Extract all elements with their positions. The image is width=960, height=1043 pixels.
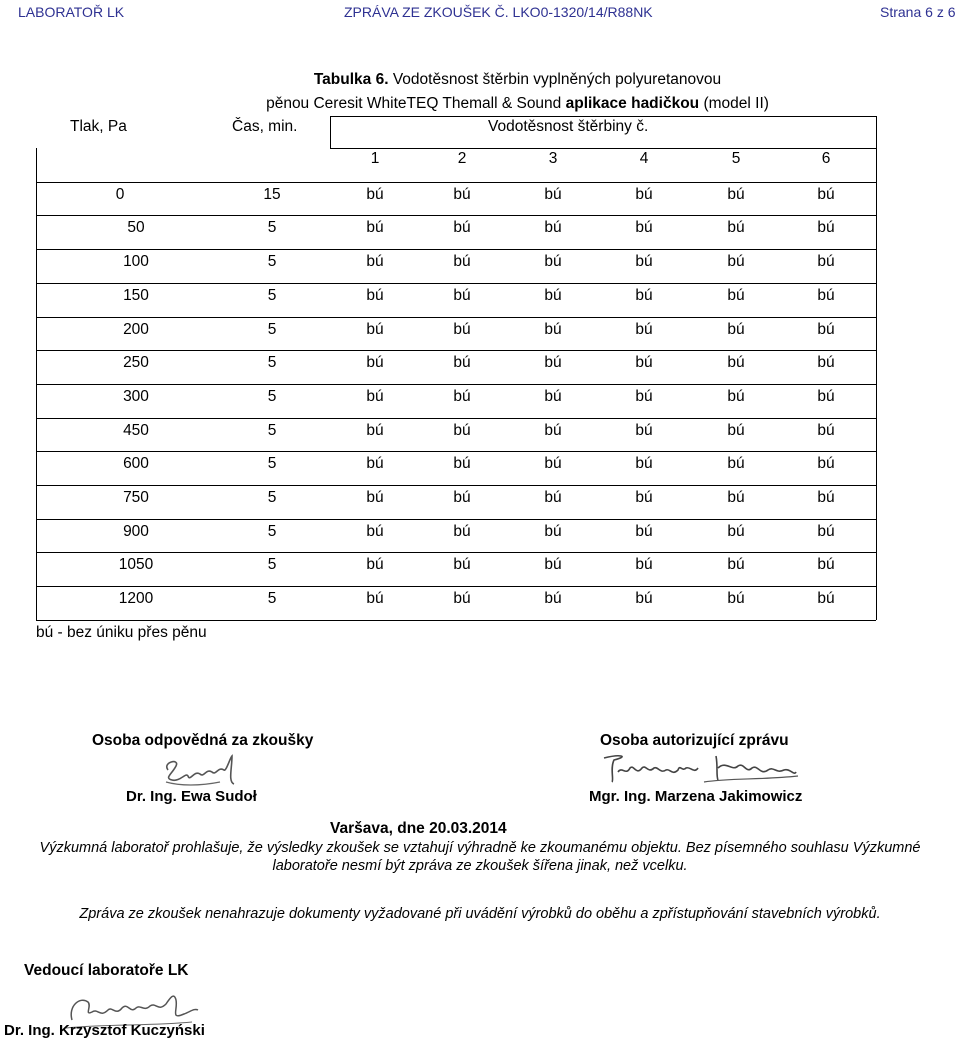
result-cell: bú	[817, 556, 835, 573]
responsible-person-name: Dr. Ing. Ewa Sudoł	[126, 788, 257, 805]
grid-line	[36, 620, 876, 621]
time-cell: 5	[267, 590, 277, 607]
pressure-cell: 450	[123, 422, 149, 439]
result-cell: bú	[635, 287, 653, 304]
pressure-cell: 100	[123, 253, 149, 270]
result-cell: bú	[544, 186, 562, 203]
column-header-time: Čas, min.	[232, 118, 298, 135]
grid-line	[330, 116, 331, 148]
grid-line	[36, 519, 876, 520]
result-cell: bú	[453, 422, 471, 439]
result-cell: bú	[366, 287, 384, 304]
grid-line	[36, 418, 876, 419]
result-cell: bú	[453, 287, 471, 304]
result-cell: bú	[635, 455, 653, 472]
time-cell: 5	[267, 321, 277, 338]
result-cell: bú	[817, 219, 835, 236]
result-cell: bú	[635, 354, 653, 371]
pressure-cell: 1200	[118, 590, 154, 607]
result-cell: bú	[453, 321, 471, 338]
result-cell: bú	[544, 388, 562, 405]
time-cell: 5	[267, 523, 277, 540]
result-cell: bú	[727, 321, 745, 338]
result-cell: bú	[817, 422, 835, 439]
result-cell: bú	[544, 287, 562, 304]
result-cell: bú	[453, 556, 471, 573]
result-cell: bú	[817, 489, 835, 506]
table-footnote: bú - bez úniku přes pěnu	[36, 624, 207, 641]
report-number-header: ZPRÁVA ZE ZKOUŠEK Č. LKO0-1320/14/R88NK	[344, 4, 653, 20]
result-cell: bú	[635, 321, 653, 338]
time-cell: 5	[267, 253, 277, 270]
result-cell: bú	[544, 455, 562, 472]
result-cell: bú	[366, 219, 384, 236]
table-caption-line1	[0, 71, 960, 89]
result-cell: bú	[817, 388, 835, 405]
result-cell: bú	[453, 219, 471, 236]
place-and-date: Varšava, dne 20.03.2014	[330, 820, 507, 837]
grid-line	[36, 384, 876, 385]
notice-text: Zpráva ze zkoušek nenahrazuje dokumenty vyžadované při uvádění výrobků do oběhu a zpřístupňování stavebních výrobků.	[79, 906, 881, 922]
result-cell: bú	[544, 590, 562, 607]
result-cell: bú	[727, 354, 745, 371]
result-cell: bú	[366, 523, 384, 540]
table-caption-label: Tabulka 6.	[313, 71, 389, 88]
grid-line	[36, 215, 876, 216]
result-cell: bú	[635, 253, 653, 270]
grid-line	[36, 350, 876, 351]
result-cell: bú	[453, 388, 471, 405]
column-header-tightness: Vodotěsnost štěrbiny č.	[488, 118, 649, 135]
result-cell: bú	[366, 388, 384, 405]
result-cell: bú	[366, 354, 384, 371]
result-cell: bú	[366, 186, 384, 203]
caption-text-start: pěnou Ceresit WhiteTEQ Themall & Sound	[266, 95, 566, 112]
result-cell: bú	[366, 321, 384, 338]
grid-line	[36, 451, 876, 452]
authorizing-person-title: Osoba autorizující zprávu	[600, 732, 789, 749]
pressure-cell: 300	[123, 388, 149, 405]
result-cell: bú	[453, 523, 471, 540]
gap-number-header: 3	[548, 150, 558, 167]
result-cell: bú	[635, 388, 653, 405]
result-cell: bú	[727, 388, 745, 405]
result-cell: bú	[635, 523, 653, 540]
result-cell: bú	[817, 186, 835, 203]
gap-number-header: 6	[821, 150, 831, 167]
report-lab-header: LABORATOŘ LK	[18, 4, 125, 20]
caption-text-end: (model II)	[699, 95, 769, 112]
grid-line	[36, 148, 37, 620]
head-of-lab-name: Dr. Ing. Krzysztof Kuczyński	[4, 1022, 205, 1039]
time-cell: 15	[263, 186, 281, 203]
responsible-person-title: Osoba odpovědná za zkoušky	[92, 732, 314, 749]
result-cell: bú	[453, 590, 471, 607]
grid-line	[36, 586, 876, 587]
result-cell: bú	[727, 556, 745, 573]
result-cell: bú	[727, 590, 745, 607]
caption-text-bold: aplikace hadičkou	[565, 95, 700, 112]
result-cell: bú	[635, 422, 653, 439]
result-cell: bú	[817, 523, 835, 540]
time-cell: 5	[267, 455, 277, 472]
time-cell: 5	[267, 219, 277, 236]
result-cell: bú	[817, 354, 835, 371]
authorizing-signature	[600, 748, 800, 788]
grid-line	[36, 182, 876, 183]
time-cell: 5	[267, 287, 277, 304]
time-cell: 5	[267, 354, 277, 371]
gap-number-header: 4	[639, 150, 649, 167]
result-cell: bú	[544, 523, 562, 540]
head-of-lab-title: Vedoucí laboratoře LK	[24, 962, 189, 979]
declaration-line2: laboratoře nesmí být zpráva ze zkoušek šířena jinak, než vcelku.	[272, 858, 688, 874]
result-cell: bú	[453, 253, 471, 270]
result-cell: bú	[817, 287, 835, 304]
pressure-cell: 50	[127, 219, 145, 236]
pressure-cell: 750	[123, 489, 149, 506]
gap-number-header: 1	[370, 150, 380, 167]
result-cell: bú	[366, 422, 384, 439]
result-cell: bú	[544, 556, 562, 573]
table-caption-text: Vodotěsnost štěrbin vyplněných polyuretanovou	[388, 71, 722, 88]
result-cell: bú	[544, 354, 562, 371]
result-cell: bú	[453, 186, 471, 203]
result-cell: bú	[727, 287, 745, 304]
result-cell: bú	[727, 422, 745, 439]
result-cell: bú	[727, 253, 745, 270]
pressure-cell: 250	[123, 354, 149, 371]
pressure-cell: 200	[123, 321, 149, 338]
grid-line	[36, 317, 876, 318]
result-cell: bú	[635, 219, 653, 236]
result-cell: bú	[817, 253, 835, 270]
result-cell: bú	[366, 253, 384, 270]
result-cell: bú	[817, 321, 835, 338]
result-cell: bú	[453, 354, 471, 371]
authorizing-person-name: Mgr. Ing. Marzena Jakimowicz	[589, 788, 803, 805]
pressure-cell: 600	[123, 455, 149, 472]
table-caption-line2	[0, 95, 960, 113]
result-cell: bú	[544, 422, 562, 439]
result-cell: bú	[817, 590, 835, 607]
result-cell: bú	[544, 489, 562, 506]
result-cell: bú	[366, 455, 384, 472]
result-cell: bú	[817, 455, 835, 472]
result-cell: bú	[366, 489, 384, 506]
grid-line	[330, 116, 876, 117]
result-cell: bú	[727, 489, 745, 506]
grid-line	[36, 249, 876, 250]
pressure-cell: 1050	[118, 556, 154, 573]
result-cell: bú	[635, 489, 653, 506]
grid-line	[876, 116, 877, 148]
time-cell: 5	[267, 388, 277, 405]
result-cell: bú	[635, 590, 653, 607]
grid-line	[36, 552, 876, 553]
result-cell: bú	[727, 523, 745, 540]
pressure-cell: 900	[123, 523, 149, 540]
declaration-line1: Výzkumná laboratoř prohlašuje, že výsledky zkoušek se vztahují výhradně ke zkoumanému objektu. Bez písemného souhlasu Výzkumné	[39, 840, 921, 856]
gap-number-header: 5	[731, 150, 741, 167]
column-header-pressure: Tlak, Pa	[70, 118, 127, 135]
result-cell: bú	[727, 186, 745, 203]
result-cell: bú	[635, 186, 653, 203]
result-cell: bú	[453, 455, 471, 472]
grid-line	[330, 148, 876, 149]
grid-line	[36, 283, 876, 284]
result-cell: bú	[727, 219, 745, 236]
result-cell: bú	[366, 556, 384, 573]
result-cell: bú	[727, 455, 745, 472]
grid-line	[876, 148, 877, 620]
time-cell: 5	[267, 556, 277, 573]
result-cell: bú	[453, 489, 471, 506]
time-cell: 5	[267, 489, 277, 506]
grid-line	[36, 485, 876, 486]
result-cell: bú	[366, 590, 384, 607]
result-cell: bú	[635, 556, 653, 573]
pressure-cell: 0	[115, 186, 125, 203]
result-cell: bú	[544, 219, 562, 236]
result-cell: bú	[544, 321, 562, 338]
pressure-cell: 150	[123, 287, 149, 304]
result-cell: bú	[544, 253, 562, 270]
time-cell: 5	[267, 422, 277, 439]
page-number: Strana 6 z 6	[880, 4, 956, 20]
gap-number-header: 2	[457, 150, 467, 167]
responsible-signature	[160, 752, 240, 792]
